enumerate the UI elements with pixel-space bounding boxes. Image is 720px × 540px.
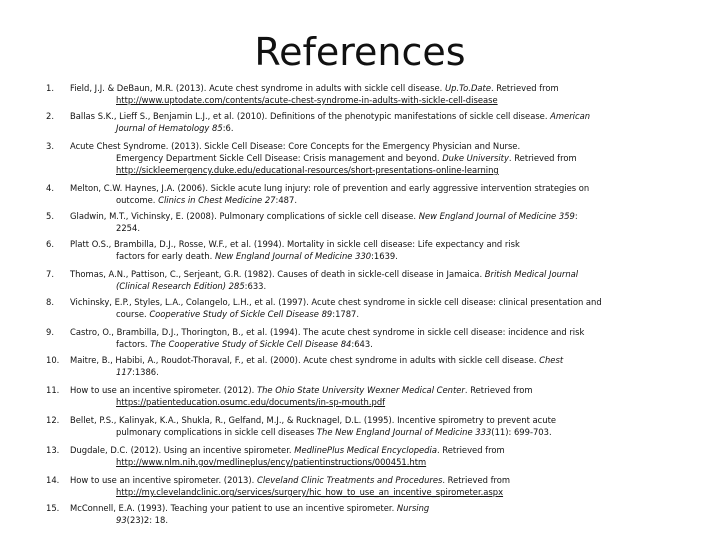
reference-text [70,210,630,234]
reference-line [70,486,630,498]
reference-segment: The New England Journal of Medicine 333 [316,427,492,437]
reference-line [70,414,630,426]
reference-line [70,338,630,350]
reference-line [70,82,630,94]
reference-segment: Maitre, B., Habibi, A., Roudot-Thoraval, F., et al. (2000). Acute chest syndrome in adults with sickle cell disease. [70,355,540,365]
reference-segment: course. [116,309,150,319]
reference-line [70,250,630,262]
reference-line [70,396,630,408]
reference-segment: :6. [222,123,234,133]
reference-segment: Ballas S.K., Lieff S., Benjamin L.J., et al. (2010). Definitions of the phenotypic manifestations of sickle cell disease. [70,111,551,121]
reference-line [70,474,630,486]
reference-segment: The Cooperative Study of Sickle Cell Disease 84 [150,339,352,349]
reference-segment: Castro, O., Brambilla, D.J., Thorington, B., et al. (1994). The acute chest syndrome in sickle cell disease: incidence and risk [70,327,585,337]
reference-segment: MedlinePlus Medical Encyclopedia [294,445,437,455]
reference-line [70,280,630,292]
reference-line [70,122,630,134]
reference-segment: Cleveland Clinic Treatments and Procedures [256,475,443,485]
reference-number: 3. [46,141,54,151]
reference-text [70,140,630,176]
reference-number: 9. [46,327,54,337]
reference-text [70,326,630,350]
reference-segment: Up.To.Date [444,83,491,93]
reference-segment: 117 [116,367,132,377]
reference-link[interactable]: https://patienteducation.osumc.edu/documents/in-sp-mouth.pdf [116,397,386,407]
reference-segment: Emergency Department Sickle Cell Disease: Crisis management and beyond. [116,153,443,163]
reference-number: 11. [46,385,60,395]
reference-segment: :1386. [132,367,159,377]
reference-line [70,296,630,308]
reference-segment: American [550,111,591,121]
reference-text [70,502,630,526]
reference-segment: factors for early death. [116,251,215,261]
reference-line [70,354,630,366]
reference-link[interactable]: http://www.nlm.nih.gov/medlineplus/ency/patientinstructions/000451.htm [116,457,427,467]
reference-segment: Field, J.J. & DeBaun, M.R. (2013). Acute chest syndrome in adults with sickle cell disease. [70,83,445,93]
reference-number: 13. [46,445,60,455]
reference-line [70,308,630,320]
reference-line [70,152,630,164]
reference-segment: Thomas, A.N., Pattison, C., Serjeant, G.R. (1982). Causes of death in sickle-cell disease in Jamaica. [70,269,485,279]
reference-text [70,444,630,468]
reference-line [70,384,630,396]
reference-segment: Cooperative Study of Sickle Cell Disease 89 [149,309,333,319]
reference-line [70,426,630,438]
reference-number: 15. [46,503,60,513]
page-title: References [254,30,466,74]
reference-segment: Journal of Hematology 85 [116,123,223,133]
reference-line [70,194,630,206]
reference-segment: Acute Chest Syndrome. (2013). Sickle Cell Disease: Core Concepts for the Emergency Physician and Nurse. [70,141,521,151]
reference-segment: pulmonary complications in sickle cell diseases [116,427,317,437]
reference-segment: New England Journal of Medicine 359 [418,211,575,221]
reference-segment: Clinics in Chest Medicine 27 [158,195,276,205]
reference-link[interactable]: http://sickleemergency.duke.edu/educational-resources/short-presentations-online-learning [116,165,499,175]
reference-line [70,94,630,106]
reference-text [70,110,630,134]
reference-segment: :487. [275,195,297,205]
reference-text [70,182,630,206]
reference-segment: : [574,211,578,221]
reference-text [70,354,630,378]
reference-segment: Vichinsky, E.P., Styles, L.A., Colangelo, L.H., et al. (1997). Acute chest syndrome in sickle cell disease: clinical presentation and [70,297,602,307]
reference-line [70,268,630,280]
reference-segment: Chest [539,355,564,365]
reference-link[interactable]: http://my.clevelandclinic.org/services/surgery/hic_how_to_use_an_incentive_spirometer.aspx [116,487,504,497]
reference-segment: Dugdale, D.C. (2012). Using an incentive spirometer. [70,445,295,455]
reference-text [70,384,630,408]
reference-text [70,414,630,438]
reference-number: 4. [46,183,54,193]
reference-segment: The Ohio State University Wexner Medical Center [256,385,465,395]
reference-line [70,366,630,378]
reference-number: 10. [46,355,60,365]
reference-segment: . Retrieved from [508,153,577,163]
reference-segment: How to use an incentive spirometer. (2013). [70,475,257,485]
reference-line [70,444,630,456]
reference-line [70,140,630,152]
reference-number: 8. [46,297,54,307]
reference-segment: Melton, C.W. Haynes, J.A. (2006). Sickle acute lung injury: role of prevention and early aggressive intervention strategies on [70,183,590,193]
reference-segment: :1639. [371,251,398,261]
reference-segment: British Medical Journal [484,269,579,279]
reference-segment: factors. [116,339,151,349]
reference-text [70,82,630,106]
reference-segment: . Retrieved from [442,475,511,485]
reference-line [70,164,630,176]
reference-line [70,110,630,122]
reference-segment: (23)2: 18. [126,515,168,525]
reference-number: 6. [46,239,54,249]
reference-line [70,502,630,514]
reference-line [70,210,630,222]
reference-segment: . Retrieved from [464,385,533,395]
reference-segment: (11): 699-703. [491,427,552,437]
reference-line [70,182,630,194]
reference-segment: outcome. [116,195,159,205]
reference-link[interactable]: http://www.uptodate.com/contents/acute-chest-syndrome-in-adults-with-sickle-cell-disease [116,95,498,105]
reference-segment: . Retrieved from [436,445,505,455]
reference-segment: How to use an incentive spirometer. (2012). [70,385,257,395]
reference-text [70,296,630,320]
reference-number: 14. [46,475,60,485]
reference-segment: :633. [244,281,267,291]
reference-segment: 93 [116,515,127,525]
reference-line [70,222,630,234]
reference-segment: :643. [351,339,373,349]
reference-segment: 2254. [116,223,140,233]
reference-text [70,474,630,498]
reference-text [70,238,630,262]
reference-segment: . Retrieved from [490,83,559,93]
reference-line [70,238,630,250]
reference-text [70,268,630,292]
reference-number: 5. [46,211,54,221]
reference-number: 12. [46,415,60,425]
reference-segment: Gladwin, M.T., Vichinsky, E. (2008). Pulmonary complications of sickle cell disease. [70,211,419,221]
reference-number: 1. [46,83,54,93]
reference-line [70,326,630,338]
reference-segment: McConnell, E.A. (1993). Teaching your patient to use an incentive spirometer. [70,503,397,513]
reference-line [70,514,630,526]
reference-segment: Bellet, P.S., Kalinyak, K.A., Shukla, R., Gelfand, M.J., & Rucknagel, D.L. (1995). Incentive spirometry to prevent acute [70,415,557,425]
reference-number: 7. [46,269,54,279]
reference-segment: :1787. [332,309,360,319]
reference-segment: Nursing [396,503,430,513]
reference-segment: New England Journal of Medicine 330 [214,251,372,261]
reference-segment: Duke University [442,153,509,163]
reference-number: 2. [46,111,54,121]
reference-segment: (Clinical Research Edition) 285 [116,281,245,291]
reference-segment: Platt O.S., Brambilla, D.J., Rosse, W.F., et al. (1994). Mortality in sickle cell disease: Life expectancy and risk [70,239,520,249]
reference-line [70,456,630,468]
